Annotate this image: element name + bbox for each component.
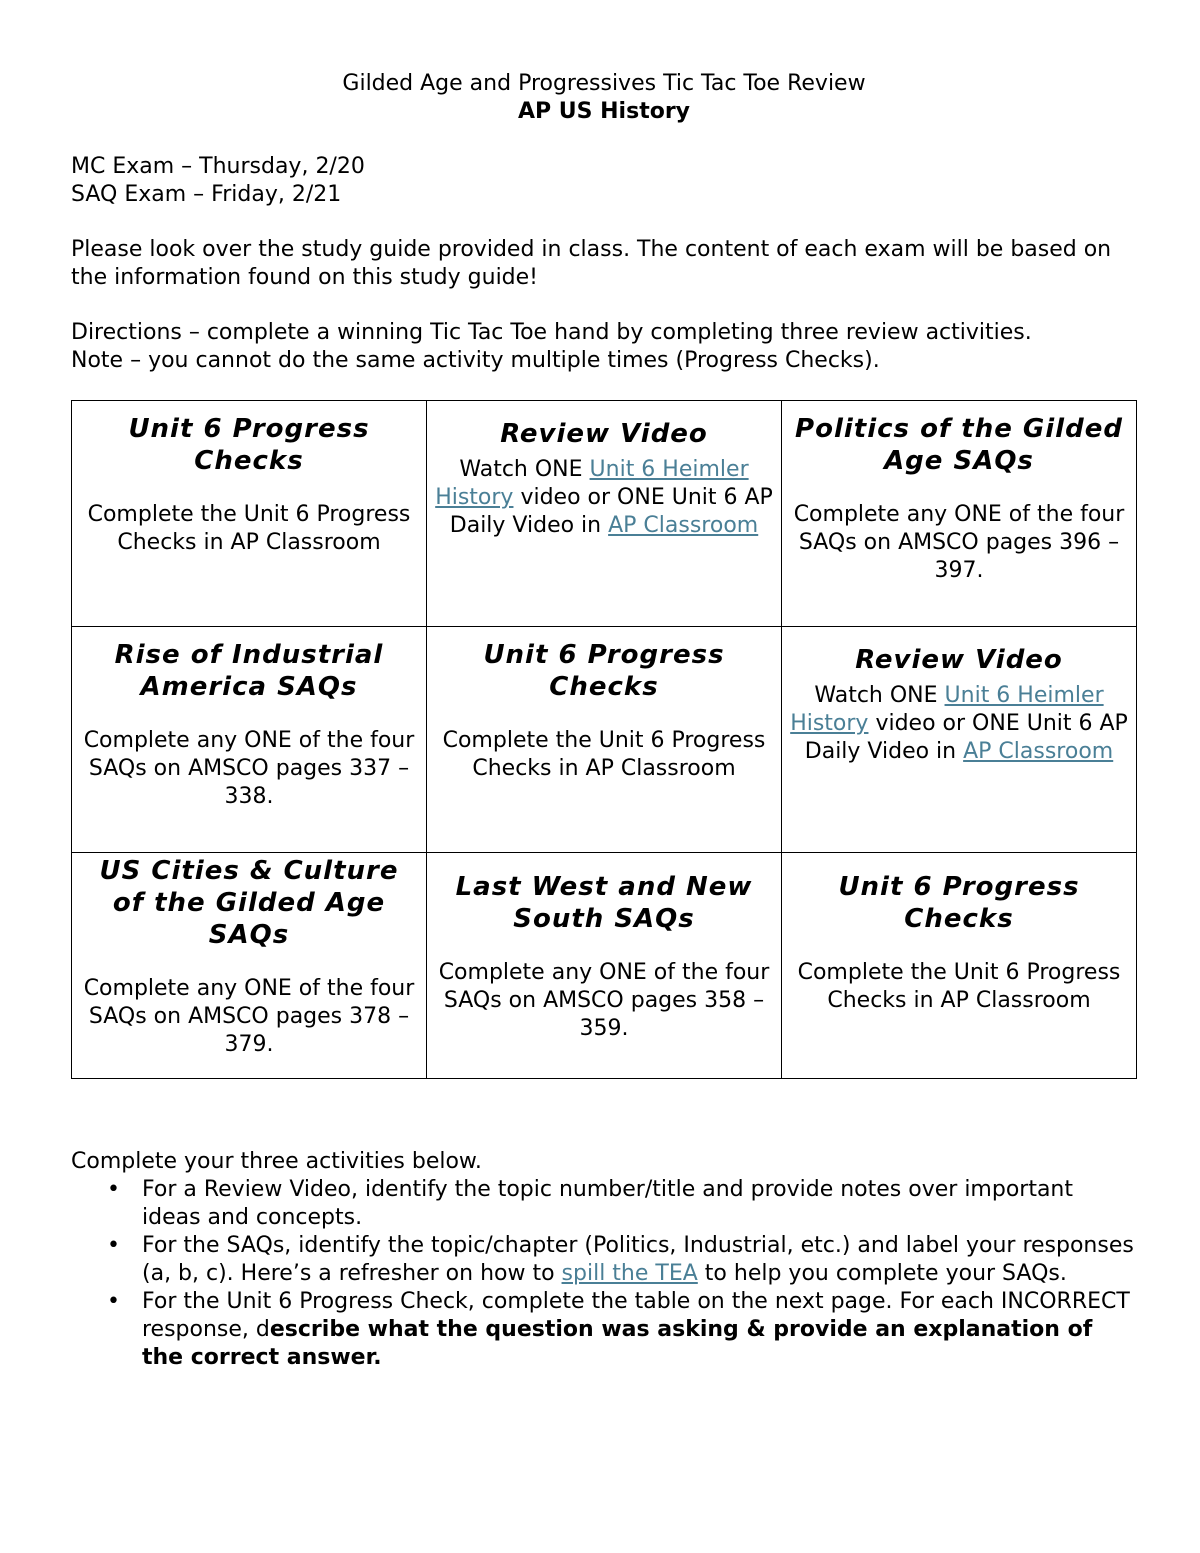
page-header: [71, 70, 1137, 375]
cell-title: Unit 6 Progress Checks: [838, 872, 1080, 934]
note-line: Note – you cannot do the same activity multiple times (Progress Checks).: [71, 348, 880, 373]
cell-body: [790, 682, 1128, 766]
grid-cell-west-south-saqs: [427, 853, 782, 1079]
grid-cell-progress-checks: [782, 853, 1137, 1079]
instructions-section: [71, 1148, 1137, 1372]
cell-title: Unit 6 Progress Checks: [483, 640, 725, 702]
cell-body: Complete any ONE of the four SAQs on AMSCO pages 358 – 359.: [438, 960, 770, 1041]
grid-cell-progress-checks: [72, 401, 427, 627]
cell-text: Watch ONE: [459, 457, 590, 482]
instructions-lead: Complete your three activities below.: [71, 1149, 482, 1174]
cell-title: Last West and New South SAQs: [455, 872, 753, 934]
cell-title: Unit 6 Progress Checks: [128, 414, 370, 476]
directions-line: Directions – complete a winning Tic Tac Toe hand by completing three review activities.: [71, 320, 1032, 345]
grid-cell-industrial-saqs: [72, 627, 427, 853]
list-item: [142, 1232, 1137, 1288]
list-text: to help you complete your SAQs.: [697, 1261, 1067, 1286]
tic-tac-toe-grid: [71, 400, 1137, 1079]
cell-body: [435, 456, 773, 540]
instructions-list: [71, 1176, 1137, 1372]
list-text: For the SAQs, identify the topic/chapter (Politics, Industrial, etc.) and label your responses (a, b, c). Here’s a refresher on how to: [142, 1233, 1134, 1286]
cell-body: Complete the Unit 6 Progress Checks in AP Classroom: [797, 960, 1121, 1013]
cell-body: Complete any ONE of the four SAQs on AMSCO pages 396 – 397.: [793, 502, 1125, 583]
page-title: Gilded Age and Progressives Tic Tac Toe Review: [342, 71, 866, 96]
grid-cell-review-video: [427, 401, 782, 627]
grid-cell-cities-saqs: [72, 853, 427, 1079]
cell-title: Politics of the Gilded Age SAQs: [795, 414, 1123, 476]
cell-title: Rise of Industrial America SAQs: [114, 640, 384, 702]
cell-body: Complete any ONE of the four SAQs on AMSCO pages 337 – 338.: [83, 728, 415, 809]
list-text: For the Unit 6 Progress Check, complete the table on the next page. For each INCORRECT response, d: [142, 1289, 1130, 1342]
ap-classroom-link[interactable]: AP Classroom: [608, 513, 759, 538]
cell-body: Complete the Unit 6 Progress Checks in AP Classroom: [442, 728, 766, 781]
heimler-history-link[interactable]: Unit 6 Heimler History: [435, 457, 749, 510]
list-item: • For a Review Video, identify the topic number/title and provide notes over important ideas and concepts.: [142, 1176, 1137, 1232]
cell-body: Complete the Unit 6 Progress Checks in AP Classroom: [87, 502, 411, 555]
page-subtitle: AP US History: [517, 99, 691, 124]
list-bold-text: escribe what the question was asking & provide an explanation of the correct answer.: [142, 1317, 1093, 1370]
cell-text: Watch ONE: [814, 683, 945, 708]
mc-exam-date: MC Exam – Thursday, 2/20: [71, 154, 365, 179]
heimler-history-link[interactable]: Unit 6 Heimler History: [790, 683, 1104, 736]
spill-the-tea-link[interactable]: spill the TEA: [561, 1261, 698, 1286]
cell-body: Complete any ONE of the four SAQs on AMSCO pages 378 – 379.: [83, 976, 415, 1057]
grid-cell-progress-checks: [427, 627, 782, 853]
grid-cell-politics-saqs: [782, 401, 1137, 627]
ap-classroom-link[interactable]: AP Classroom: [963, 739, 1114, 764]
list-item: [142, 1288, 1137, 1372]
grid-cell-review-video: [782, 627, 1137, 853]
cell-title: Review Video: [500, 419, 708, 449]
intro-text: Please look over the study guide provided in class. The content of each exam will be based on the information found on this study guide!: [71, 237, 1112, 290]
cell-text: video or ONE Unit 6 AP Daily Video in: [449, 485, 773, 538]
cell-title: US Cities & Culture of the Gilded Age SAQs: [99, 856, 399, 950]
saq-exam-date: SAQ Exam – Friday, 2/21: [71, 182, 342, 207]
cell-title: Review Video: [855, 645, 1063, 675]
cell-text: video or ONE Unit 6 AP Daily Video in: [804, 711, 1128, 764]
